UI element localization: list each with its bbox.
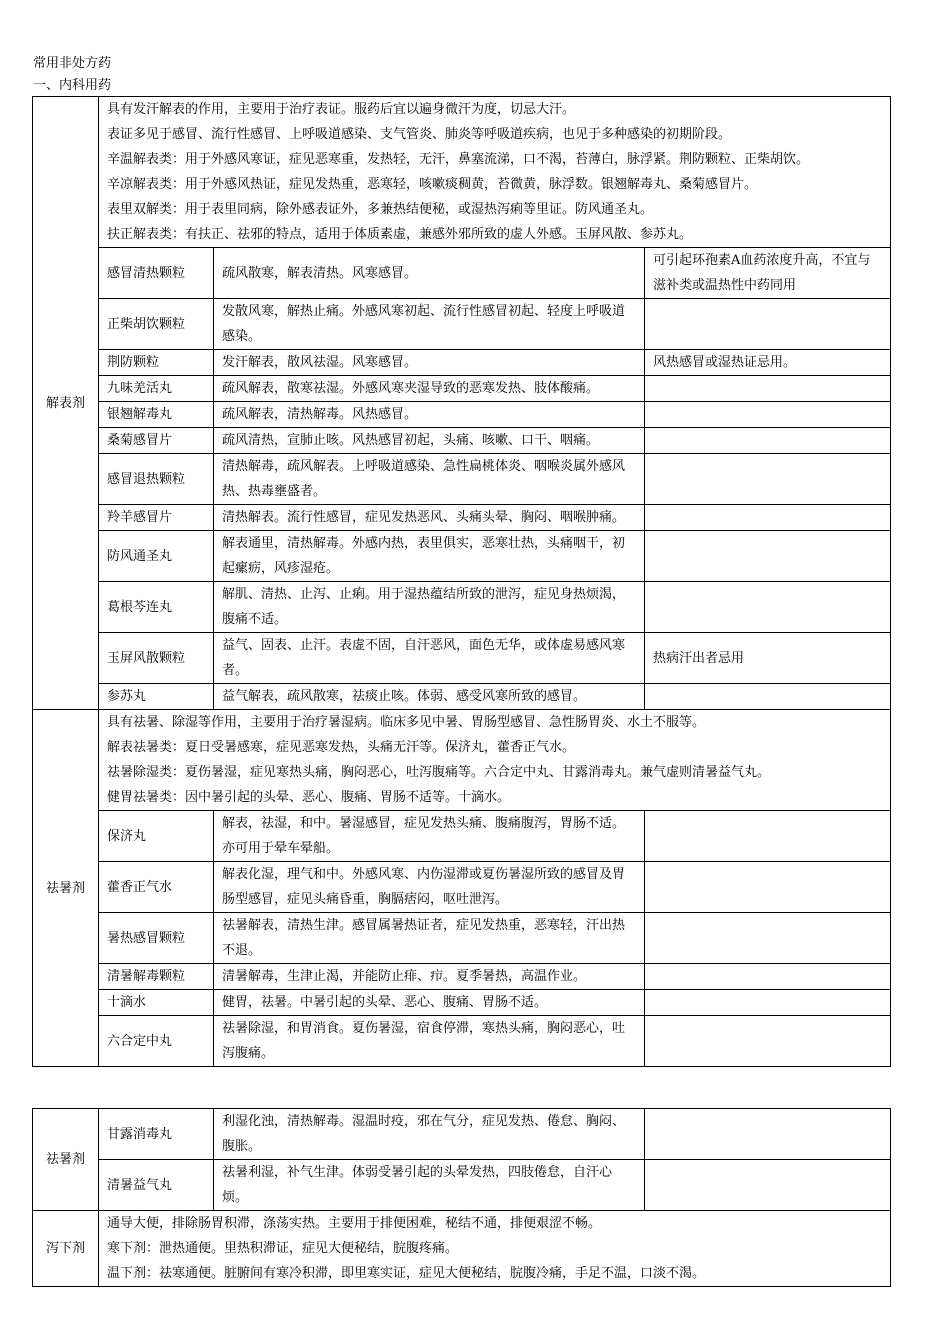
intro-line: 表证多见于感冒、流行性感冒、上呼吸道感染、支气管炎、肺炎等呼吸道疾病，也见于多种感染的初期阶段。 bbox=[107, 127, 732, 142]
drug-description: 益气解表，疏风散寒，祛痰止咳。体弱、感受风寒所致的感冒。 bbox=[214, 684, 645, 710]
table-row bbox=[33, 402, 891, 428]
drug-note bbox=[645, 990, 891, 1016]
table-row bbox=[33, 811, 891, 862]
drug-description: 发散风寒，解热止痛。外感风寒初起、流行性感冒初起、轻度上呼吸道感染。 bbox=[214, 299, 645, 350]
table-row bbox=[33, 350, 891, 376]
category-intro-row bbox=[33, 710, 891, 811]
table-row bbox=[33, 376, 891, 402]
table-row bbox=[33, 454, 891, 505]
drug-description: 疏风清热，宣肺止咳。风热感冒初起，头痛、咳嗽、口干、咽痛。 bbox=[214, 428, 645, 454]
table-row bbox=[33, 990, 891, 1016]
drug-table-2 bbox=[32, 1108, 891, 1287]
drug-name: 银翘解毒丸 bbox=[99, 402, 214, 428]
intro-line: 辛温解表类：用于外感风寒证，症见恶寒重，发热轻，无汗，鼻塞流涕，口不渴，苔薄白，脉浮紧。荆防颗粒、正柴胡饮。 bbox=[107, 152, 810, 167]
drug-table-1 bbox=[32, 96, 891, 1067]
drug-description: 益气、固表、止汗。表虚不固，自汗恶风，面色无华，或体虚易感风寒者。 bbox=[214, 633, 645, 684]
drug-note bbox=[645, 505, 891, 531]
drug-description: 清热解毒，疏风解表。上呼吸道感染、急性扁桃体炎、咽喉炎属外感风热、热毒壅盛者。 bbox=[214, 454, 645, 505]
table-row bbox=[33, 299, 891, 350]
drug-name: 清暑益气丸 bbox=[99, 1160, 214, 1211]
category-label: 祛暑剂 bbox=[33, 1109, 99, 1211]
drug-note bbox=[645, 913, 891, 964]
drug-name: 荆防颗粒 bbox=[99, 350, 214, 376]
drug-note bbox=[645, 531, 891, 582]
intro-line: 解表祛暑类：夏日受暑感寒，症见恶寒发热，头痛无汗等。保济丸，藿香正气水。 bbox=[107, 740, 576, 755]
drug-name: 暑热感冒颗粒 bbox=[99, 913, 214, 964]
drug-name: 葛根芩连丸 bbox=[99, 582, 214, 633]
intro-line: 具有发汗解表的作用，主要用于治疗表证。服药后宜以遍身微汗为度，切忌大汗。 bbox=[107, 102, 576, 117]
drug-description: 清暑解毒，生津止渴，并能防止痱、疖。夏季暑热，高温作业。 bbox=[214, 964, 645, 990]
drug-name: 感冒清热颗粒 bbox=[99, 248, 214, 299]
category-intro bbox=[99, 710, 891, 811]
drug-description: 疏风解表，散寒祛湿。外感风寒夹湿导致的恶寒发热、肢体酸痛。 bbox=[214, 376, 645, 402]
table-row bbox=[33, 582, 891, 633]
category-intro bbox=[99, 1211, 891, 1287]
intro-line: 通导大便，排除肠胃积滞，涤荡实热。主要用于排便困难，秘结不通，排便艰涩不畅。 bbox=[107, 1216, 602, 1231]
table-row bbox=[33, 248, 891, 299]
page-title: 常用非处方药 bbox=[33, 56, 112, 71]
drug-description: 祛暑除湿，和胃消食。夏伤暑湿，宿食停滞，寒热头痛，胸闷恶心，吐泻腹痛。 bbox=[214, 1016, 645, 1067]
table-row bbox=[33, 913, 891, 964]
drug-name: 清暑解毒颗粒 bbox=[99, 964, 214, 990]
drug-note bbox=[645, 454, 891, 505]
intro-line: 温下剂：祛寒通便。脏腑间有寒冷积滞，即里寒实证，症见大便秘结，脘腹冷痛，手足不温，口淡不渴。 bbox=[107, 1266, 706, 1281]
drug-description: 疏风散寒，解表清热。风寒感冒。 bbox=[214, 248, 645, 299]
table-row bbox=[33, 1016, 891, 1067]
table-row bbox=[33, 964, 891, 990]
drug-note bbox=[645, 428, 891, 454]
table-row bbox=[33, 1109, 891, 1160]
drug-note bbox=[645, 1016, 891, 1067]
drug-description: 利湿化浊，清热解毒。湿温时疫，邪在气分，症见发热、倦怠、胸闷、腹胀。 bbox=[214, 1109, 645, 1160]
intro-line: 表里双解类：用于表里同病，除外感表证外，多兼热结便秘，或湿热泻痢等里证。防风通圣丸。 bbox=[107, 202, 654, 217]
drug-note bbox=[645, 582, 891, 633]
category-label: 解表剂 bbox=[33, 97, 99, 710]
drug-note bbox=[645, 964, 891, 990]
category-label: 泻下剂 bbox=[33, 1211, 99, 1287]
section-title: 一、内科用药 bbox=[33, 78, 112, 93]
table-row bbox=[33, 428, 891, 454]
drug-name: 感冒退热颗粒 bbox=[99, 454, 214, 505]
intro-line: 辛凉解表类：用于外感风热证，症见发热重，恶寒轻，咳嗽痰稠黄，苔微黄，脉浮数。银翘解毒丸、桑菊感冒片。 bbox=[107, 177, 758, 192]
drug-name: 十滴水 bbox=[99, 990, 214, 1016]
drug-name: 藿香正气水 bbox=[99, 862, 214, 913]
intro-line: 祛暑除湿类：夏伤暑湿，症见寒热头痛，胸闷恶心，吐泻腹痛等。六合定中丸、甘露消毒丸。兼气虚则清暑益气丸。 bbox=[107, 765, 771, 780]
table-row bbox=[33, 684, 891, 710]
drug-description: 疏风解表，清热解毒。风热感冒。 bbox=[214, 402, 645, 428]
drug-name: 桑菊感冒片 bbox=[99, 428, 214, 454]
drug-note bbox=[645, 299, 891, 350]
drug-note bbox=[645, 684, 891, 710]
drug-description: 清热解表。流行性感冒，症见发热恶风、头痛头晕、胸闷、咽喉肿痛。 bbox=[214, 505, 645, 531]
drug-note bbox=[645, 402, 891, 428]
drug-description: 健胃，祛暑。中暑引起的头晕、恶心、腹痛、胃肠不适。 bbox=[214, 990, 645, 1016]
drug-description: 解表通里，清热解毒。外感内热，表里俱实，恶寒壮热，头痛咽干，初起瘰疬，风疹湿疮。 bbox=[214, 531, 645, 582]
drug-name: 保济丸 bbox=[99, 811, 214, 862]
category-intro bbox=[99, 97, 891, 248]
drug-name: 防风通圣丸 bbox=[99, 531, 214, 582]
drug-note bbox=[645, 376, 891, 402]
drug-note bbox=[645, 811, 891, 862]
drug-description: 解肌、清热、止泻、止痢。用于湿热蕴结所致的泄泻，症见身热烦渴，腹痛不适。 bbox=[214, 582, 645, 633]
drug-description: 发汗解表，散风祛湿。风寒感冒。 bbox=[214, 350, 645, 376]
drug-note bbox=[645, 1160, 891, 1211]
drug-note bbox=[645, 1109, 891, 1160]
intro-line: 具有祛暑、除湿等作用，主要用于治疗暑湿病。临床多见中暑、胃肠型感冒、急性肠胃炎、水土不服等。 bbox=[107, 715, 706, 730]
drug-name: 正柴胡饮颗粒 bbox=[99, 299, 214, 350]
drug-description: 解表化湿，理气和中。外感风寒、内伤湿滞或夏伤暑湿所致的感冒及胃肠型感冒，症见头痛昏重，胸膈痞闷，呕吐泄泻。 bbox=[214, 862, 645, 913]
drug-note: 风热感冒或湿热证忌用。 bbox=[645, 350, 891, 376]
drug-name: 玉屏风散颗粒 bbox=[99, 633, 214, 684]
intro-line: 健胃祛暑类：因中暑引起的头晕、恶心、腹痛、胃肠不适等。十滴水。 bbox=[107, 790, 511, 805]
category-label: 祛暑剂 bbox=[33, 710, 99, 1067]
drug-note: 热病汗出者忌用 bbox=[645, 633, 891, 684]
drug-name: 羚羊感冒片 bbox=[99, 505, 214, 531]
drug-description: 解表，祛湿，和中。暑湿感冒，症见发热头痛、腹痛腹泻，胃肠不适。亦可用于晕车晕船。 bbox=[214, 811, 645, 862]
drug-name: 九味羌活丸 bbox=[99, 376, 214, 402]
drug-note bbox=[645, 862, 891, 913]
table-row bbox=[33, 862, 891, 913]
table-row bbox=[33, 505, 891, 531]
category-intro-row bbox=[33, 97, 891, 248]
drug-note: 可引起环孢素A血药浓度升高，不宜与滋补类或温热性中药同用 bbox=[645, 248, 891, 299]
table-row bbox=[33, 1160, 891, 1211]
drug-description: 祛暑利湿，补气生津。体弱受暑引起的头晕发热，四肢倦怠，自汗心烦。 bbox=[214, 1160, 645, 1211]
drug-name: 甘露消毒丸 bbox=[99, 1109, 214, 1160]
drug-description: 祛暑解表，清热生津。感冒属暑热证者，症见发热重，恶寒轻，汗出热不退。 bbox=[214, 913, 645, 964]
drug-name: 参苏丸 bbox=[99, 684, 214, 710]
table-row bbox=[33, 633, 891, 684]
intro-line: 寒下剂：泄热通便。里热积滞证，症见大便秘结，脘腹疼痛。 bbox=[107, 1241, 459, 1256]
table-row bbox=[33, 531, 891, 582]
intro-line: 扶正解表类：有扶正、祛邪的特点，适用于体质素虚，兼感外邪所致的虚人外感。玉屏风散、参苏丸。 bbox=[107, 227, 693, 242]
category-intro-row bbox=[33, 1211, 891, 1287]
drug-name: 六合定中丸 bbox=[99, 1016, 214, 1067]
